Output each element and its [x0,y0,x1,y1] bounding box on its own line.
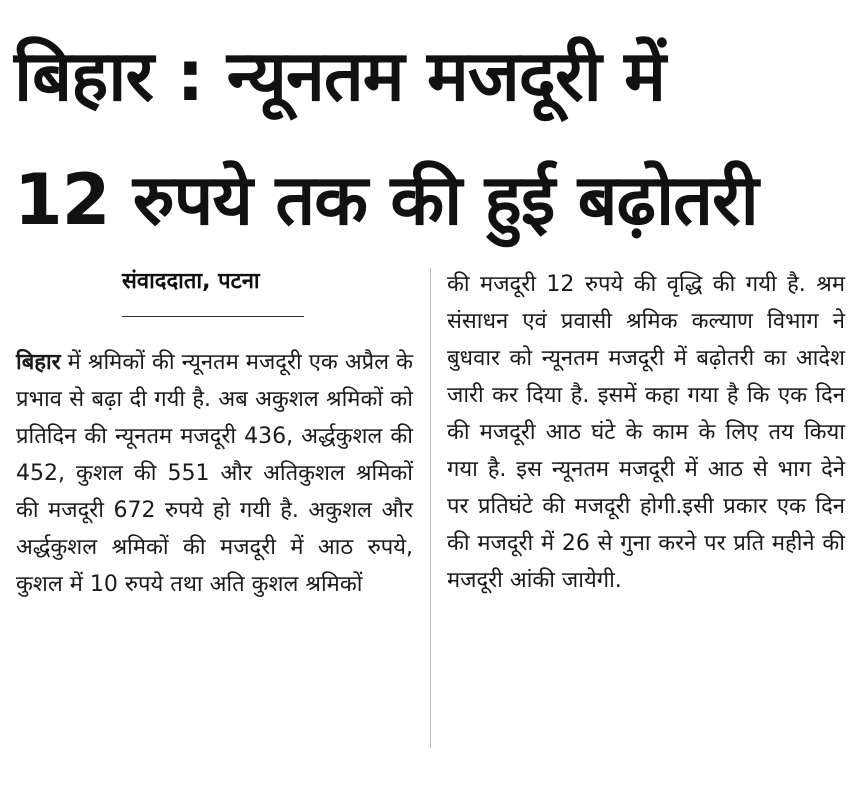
headline-line-1: बिहार : न्यूनतम मजदूरी में [14,35,665,117]
article-column-2 [447,266,845,599]
byline: संवाददाता, पटना [122,269,260,294]
dateline-lead: बिहार [16,350,61,375]
headline-line-2: 12 रुपये तक की हुई बढ़ोतरी [14,159,758,241]
article-column-1 [16,344,413,603]
byline-underline [122,316,304,317]
headline [14,14,844,262]
column-2-text: की मजदूरी 12 रुपये की वृद्धि की गयी है. श्रम संसाधन एवं प्रवासी श्रमिक कल्याण विभाग ने बुधवार को न्यूनतम मजदूरी में बढ़ोतरी का आदेश जारी कर दिया है. इसमें कहा गया है कि एक दिन की मजदूरी आठ घंटे के काम के लिए तय किया गया है. इस न्यूनतम मजदूरी में आठ से भाग देने पर प्रतिघंटे की मजदूरी होगी.इसी प्रकार एक दिन की मजदूरी में 26 से गुना करने पर प्रति महीने की मजदूरी आंकी जायेगी. [447,272,845,593]
column-1-text: में श्रमिकों की न्यूनतम मजदूरी एक अप्रैल के प्रभाव से बढ़ा दी गयी है. अब अकुशल श्रमिकों को प्रतिदिन की न्यूनतम मजदूरी 436, अर्द्धकुशल की 452, कुशल की 551 और अतिकुशल श्रमिकों की मजदूरी 672 रुपये हो गयी है. अकुशल और अर्द्धकुशल श्रमिकों की मजदूरी में आठ रुपये, कुशल में 10 रुपये तथा अति कुशल श्रमिकों [16,350,413,597]
column-divider [430,268,431,748]
